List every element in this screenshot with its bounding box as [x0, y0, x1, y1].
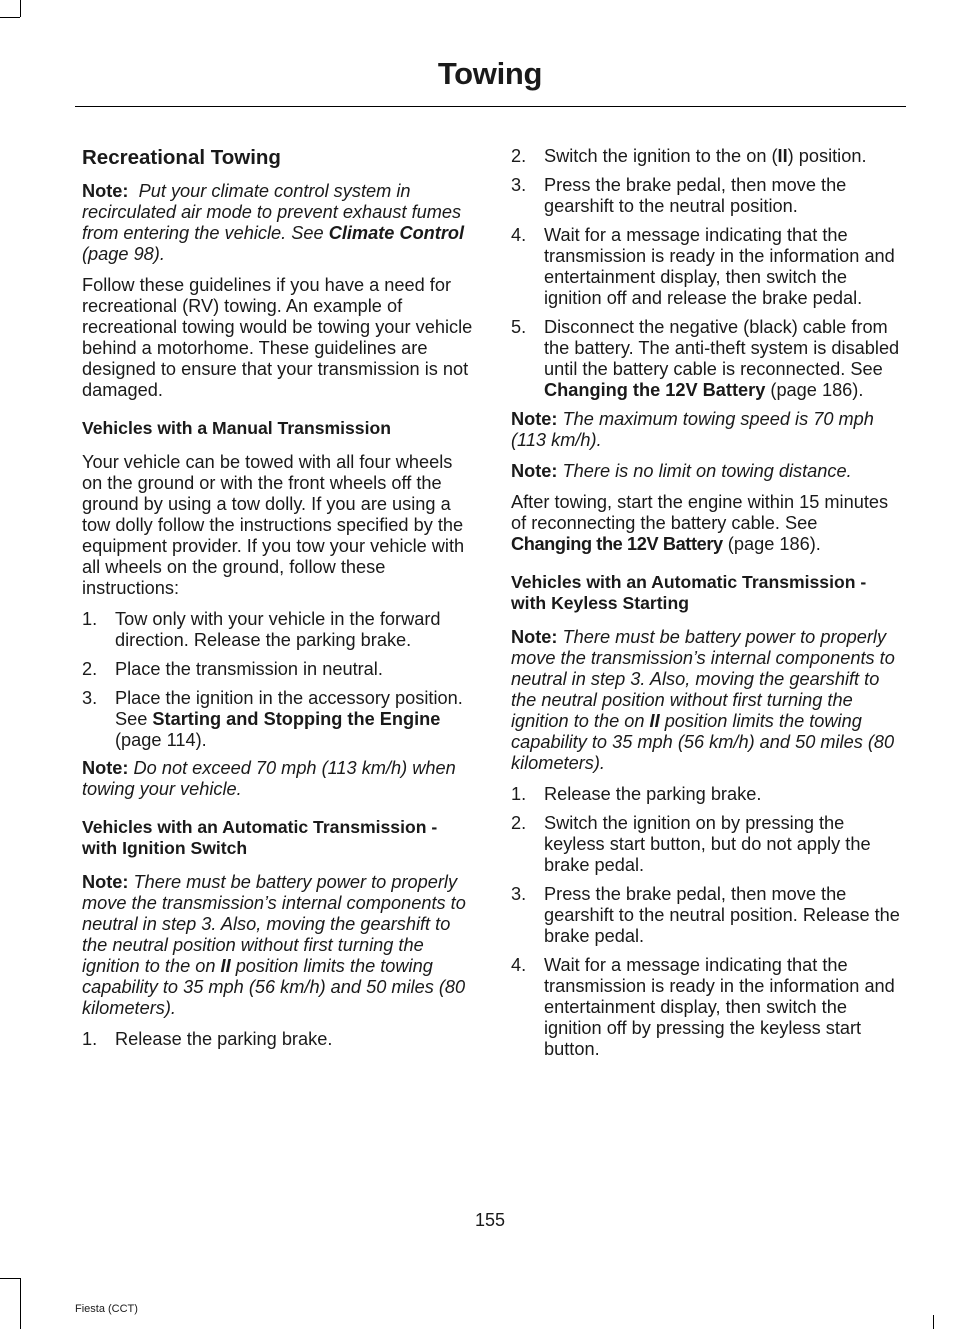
list-item	[82, 688, 474, 751]
note-text: Do not exceed 70 mph (113 km/h) when towing your vehicle.	[82, 758, 456, 799]
note-label: Note:	[511, 461, 558, 481]
note-text: There must be battery power to properly move the transmission’s internal components to neutral in step 3. Also, moving the gearshift to the neutral position without first turning the ignition to the on	[511, 627, 895, 731]
note-text: There must be battery power to properly move the transmission’s internal components to neutral in step 3. Also, moving the gearshift to the neutral position without first turning the ignition to the on	[82, 872, 466, 976]
list-item	[511, 317, 903, 401]
note-label: Note:	[511, 409, 558, 429]
manual-paragraph: Your vehicle can be towed with all four wheels on the ground or with the front wheels off the ground by using a tow dolly. If you are using a tow dolly follow the instructions specified by the equipment provider. If you tow your vehicle with all wheels on the ground, follow these instructions:	[82, 452, 465, 598]
crop-mark	[0, 17, 20, 18]
list-text: Switch the ignition on by pressing the keyless start button, but do not apply the brake pedal.	[544, 813, 871, 875]
note-text-cont: position limits the towing capability to 35 mph (56 km/h) and 50 miles (80 kilometers).	[511, 711, 895, 773]
after-towing-paragraph	[511, 492, 903, 555]
list-text: Wait for a message indicating that the transmission is ready in the information and entertainment display, then switch the ignition off and release the brake pedal.	[544, 225, 895, 308]
page-ref: (page 186).	[722, 534, 821, 554]
right-column	[511, 146, 903, 1068]
note-max-speed	[511, 409, 903, 451]
note-battery-power	[82, 872, 474, 1019]
list-item	[511, 146, 903, 167]
page-ref: (page 98).	[82, 244, 165, 264]
list-number: 2.	[82, 659, 98, 679]
ignition-position: II	[220, 956, 231, 976]
list-number: 1.	[511, 784, 527, 804]
intro-paragraph: Follow these guidelines if you have a need for recreational (RV) towing. An example of recreational towing would be towing your vehicle behind a motorhome. These guidelines are designed to ensure that your transmission is not damaged.	[82, 275, 473, 400]
note-speed	[82, 758, 474, 800]
list-text: Press the brake pedal, then move the gearshift to the neutral position. Release the brake pedal.	[544, 884, 900, 946]
title-divider	[75, 106, 906, 107]
list-text: Press the brake pedal, then move the gearshift to the neutral position.	[544, 175, 847, 216]
page-ref: (page 114).	[115, 730, 207, 750]
keyless-starting-heading: Vehicles with an Automatic Transmission - with Keyless Starting	[511, 572, 867, 613]
list-number: 3.	[82, 688, 98, 708]
battery-link[interactable]: Changing the 12V Battery	[511, 534, 723, 554]
footer-model: Fiesta (CCT)	[75, 1303, 138, 1315]
page-ref: (page 186).	[765, 380, 864, 400]
note-label: Note:	[82, 758, 129, 778]
note-text: There is no limit on towing distance.	[562, 461, 852, 481]
note-label: Note:	[511, 627, 558, 647]
list-text: Wait for a message indicating that the transmission is ready in the information and entertainment display, then switch the ignition off by pressing the keyless start button.	[544, 955, 895, 1059]
ignition-position: II	[649, 711, 660, 731]
list-text: Place the transmission in neutral.	[115, 659, 383, 679]
starting-stopping-link[interactable]: Starting and Stopping the Engine	[152, 709, 441, 729]
note-battery-power	[511, 627, 903, 774]
list-number: 3.	[511, 884, 527, 904]
list-text: Release the parking brake.	[544, 784, 762, 804]
crop-mark	[20, 0, 21, 17]
note-distance	[511, 461, 903, 482]
list-text: Tow only with your vehicle in the forward direction. Release the parking brake.	[115, 609, 441, 650]
list-item	[511, 884, 903, 947]
list-item	[511, 813, 903, 876]
manual-transmission-heading: Vehicles with a Manual Transmission	[82, 418, 391, 438]
list-text-cont: ) position.	[787, 146, 867, 166]
crop-mark	[933, 1315, 934, 1329]
list-text: Disconnect the negative (black) cable from the battery. The anti-theft system is disabled until the battery cable is reconnected. See	[544, 317, 900, 379]
ignition-position: II	[777, 146, 788, 166]
list-item	[511, 225, 903, 309]
note-label: Note:	[82, 872, 129, 892]
list-item	[82, 609, 474, 651]
list-text: Release the parking brake.	[115, 1029, 333, 1049]
list-number: 1.	[82, 609, 98, 629]
climate-control-link[interactable]: Climate Control	[328, 223, 465, 243]
crop-mark	[20, 1278, 21, 1329]
left-column	[82, 146, 474, 1058]
paragraph-text: After towing, start the engine within 15 minutes of reconnecting the battery cable. See	[511, 492, 889, 533]
note-text-cont: position limits the towing capability to 35 mph (56 km/h) and 50 miles (80 kilometers).	[82, 956, 466, 1018]
note-climate	[82, 181, 474, 265]
list-number: 1.	[82, 1029, 98, 1049]
list-number: 2.	[511, 813, 527, 833]
list-number: 4.	[511, 225, 527, 245]
battery-link[interactable]: Changing the 12V Battery	[544, 380, 766, 400]
ignition-switch-heading: Vehicles with an Automatic Transmission - with Ignition Switch	[82, 817, 438, 858]
crop-mark	[0, 1278, 20, 1279]
note-text: Put your climate control system in recirculated air mode to prevent exhaust fumes from entering the vehicle. See	[82, 181, 462, 243]
list-item	[511, 784, 903, 805]
note-label: Note:	[82, 181, 129, 201]
list-number: 3.	[511, 175, 527, 195]
note-text: The maximum towing speed is 70 mph (113 km/h).	[511, 409, 874, 450]
list-item	[511, 175, 903, 217]
page-title: Towing	[437, 56, 543, 91]
list-item	[82, 1029, 474, 1050]
list-number: 4.	[511, 955, 527, 975]
list-item	[82, 659, 474, 680]
section-heading: Recreational Towing	[82, 146, 281, 169]
list-text: Place the ignition in the accessory position. See	[115, 688, 463, 729]
list-number: 5.	[511, 317, 527, 337]
page-number: 155	[474, 1210, 506, 1230]
list-text: Switch the ignition to the on (	[544, 146, 778, 166]
list-item	[511, 955, 903, 1060]
list-number: 2.	[511, 146, 527, 166]
